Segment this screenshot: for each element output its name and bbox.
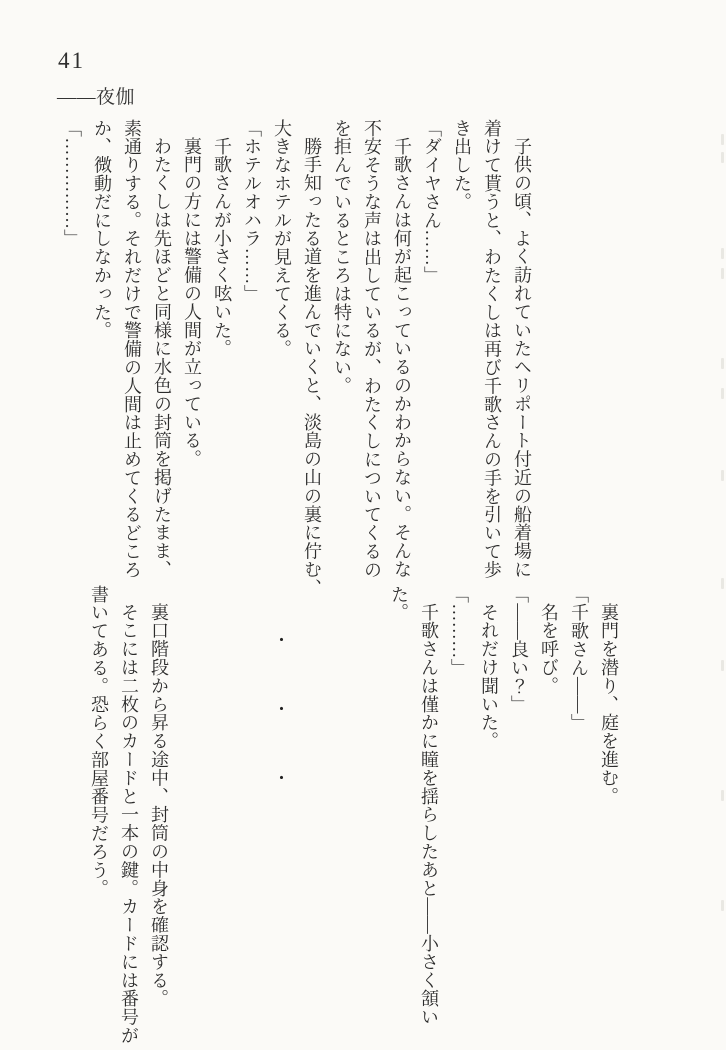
bleed-mark xyxy=(721,470,724,481)
bleed-mark xyxy=(721,134,724,145)
text-column: 「………」 xyxy=(449,585,469,677)
page-number: 41 xyxy=(58,48,85,73)
bleed-mark xyxy=(721,388,724,399)
bleed-mark xyxy=(721,358,724,369)
text-column: 裏口階段から昇る途中、封筒の中身を確認する。 xyxy=(149,603,169,1008)
blank-column xyxy=(174,585,204,1027)
text-column: 「……………」 xyxy=(62,119,82,248)
blank-column xyxy=(354,585,384,1027)
bleed-mark xyxy=(721,268,724,279)
text-column: か、微動だにしなかった。 xyxy=(92,119,112,340)
text-column: 裏門を潜り、庭を進む。 xyxy=(599,603,619,806)
text-column: を拒んでいるところは特にない。 xyxy=(332,119,352,395)
text-column: 千歌さんは何が起こっているのかわからない。そんな xyxy=(392,137,412,579)
text-column: 「千歌さん――」 xyxy=(569,585,589,733)
blank-column xyxy=(234,585,264,1027)
text-column: 千歌さんは僅かに瞳を揺らしたあと――小さく頷い xyxy=(419,603,439,1027)
bleed-mark xyxy=(721,152,724,163)
blank-column xyxy=(294,585,324,1027)
text-column: き出した。 xyxy=(452,119,472,211)
bleed-mark xyxy=(721,660,724,671)
scene-break-dots: ・・・ xyxy=(270,631,289,838)
upper-text-block xyxy=(57,119,537,597)
text-column: 「――良い？」 xyxy=(509,585,529,714)
blank-column xyxy=(204,585,234,1027)
text-column: 着けて貰うと、わたくしは再び千歌さんの手を引いて歩 xyxy=(482,119,502,579)
text-column: わたくしは先ほどと同様に水色の封筒を掲げたまま、 xyxy=(152,137,172,579)
blank-column xyxy=(324,585,354,1027)
text-column: 素通りする。それだけで警備の人間は止めてくるどころ xyxy=(122,119,142,579)
text-column: 「ダイヤさん……」 xyxy=(422,119,442,285)
bleed-mark xyxy=(721,900,724,911)
text-column: 大きなホテルが見えてくる。 xyxy=(272,119,292,359)
text-column: 不安そうな声は出しているが、わたくしについてくるの xyxy=(362,119,382,579)
text-column: そこには二枚のカードと一本の鍵。カードには番号が xyxy=(119,603,139,1045)
lower-text-block xyxy=(84,585,624,1045)
text-column: それだけ聞いた。 xyxy=(479,603,499,751)
text-column: 千歌さんが小さく呟いた。 xyxy=(212,137,232,358)
text-column: 名を呼び。 xyxy=(539,603,559,695)
running-header: ――夜伽 xyxy=(57,87,136,108)
text-column: た。 xyxy=(389,585,409,622)
text-column: 子供の頃、よく訪れていたヘリポート付近の船着場に xyxy=(512,137,532,579)
text-column: 裏門の方には警備の人間が立っている。 xyxy=(182,137,202,469)
text-column: 勝手知ったる道を進んでいくと、淡島の山の裏に佇む、 xyxy=(302,137,322,597)
text-column: 「ホテルオハラ……」 xyxy=(242,119,262,303)
text-column: 書いてある。恐らく部屋番号だろう。 xyxy=(89,585,109,898)
bleed-mark xyxy=(721,578,724,589)
bleed-mark xyxy=(721,248,724,259)
bleed-mark xyxy=(721,790,724,801)
